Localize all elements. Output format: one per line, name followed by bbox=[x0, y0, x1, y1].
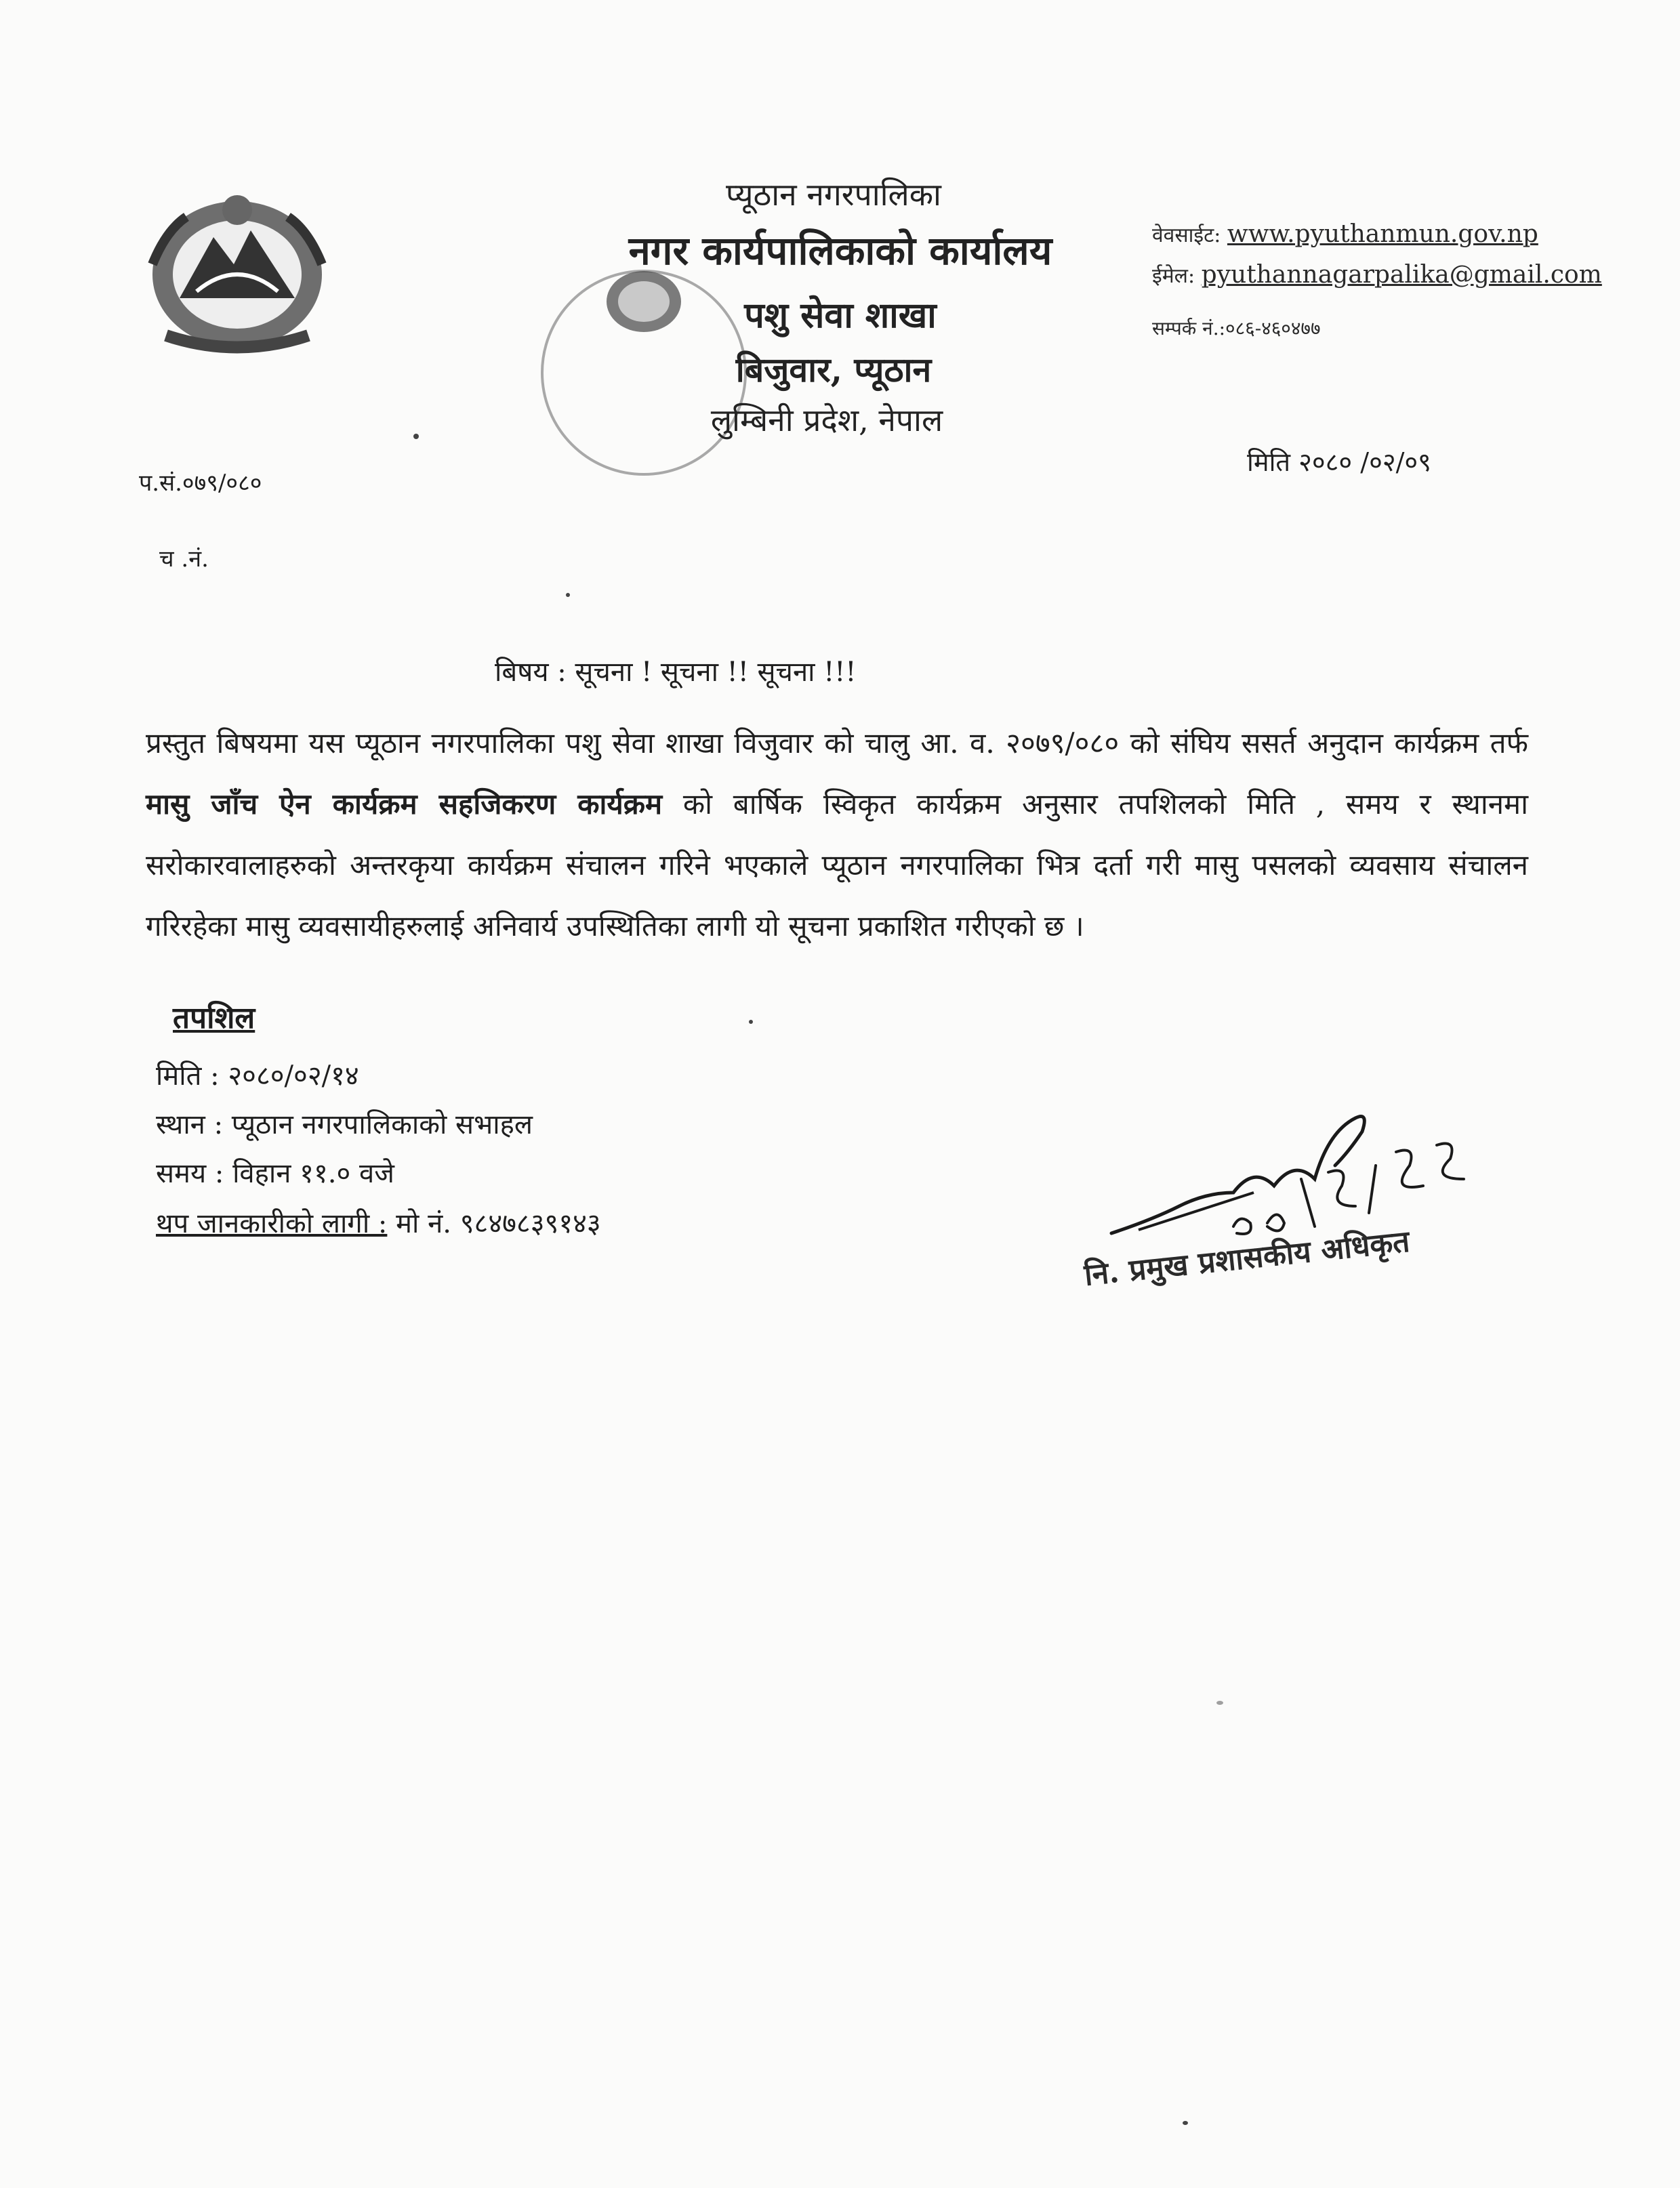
contact-email bbox=[1152, 261, 1602, 289]
phone-value: ०८६-४६०४७७ bbox=[1225, 317, 1321, 339]
body-paragraph bbox=[146, 713, 1528, 957]
header-province: लुम्बिनी प्रदेश, नेपाल bbox=[710, 402, 943, 438]
dispatch-number: च .नं. bbox=[159, 545, 209, 573]
details-date: मिति : २०८०/०२/१४ bbox=[156, 1060, 359, 1092]
header-office-name: नगर कार्यपालिकाको कार्यालय bbox=[628, 228, 1052, 274]
details-contact-label: थप जानकारीको लागी : bbox=[156, 1208, 388, 1239]
header-location: बिजुवार, प्यूठान bbox=[735, 350, 932, 390]
phone-label: सम्पर्क नं.: bbox=[1152, 317, 1226, 339]
header-section-name: पशु सेवा शाखा bbox=[744, 295, 937, 336]
details-contact-value: मो नं. ९८४७८३९१४३ bbox=[396, 1208, 601, 1239]
email-link[interactable]: pyuthannagarpalika@gmail.com bbox=[1201, 261, 1602, 289]
scan-speck bbox=[1216, 1701, 1223, 1705]
signatory-designation: नि. प्रमुख प्रशासकीय अधिकृत bbox=[1082, 1224, 1412, 1293]
government-emblem-icon bbox=[132, 190, 342, 359]
reference-number: प.सं.०७९/०८० bbox=[139, 470, 262, 497]
scan-speck bbox=[749, 1020, 753, 1024]
scan-speck bbox=[413, 434, 419, 439]
details-time: समय : विहान ११.० वजे bbox=[156, 1158, 394, 1189]
website-label: वेवसाईट: bbox=[1152, 224, 1221, 247]
body-program-name: मासु जाँच ऐन कार्यक्रम सहजिकरण कार्यक्रम bbox=[146, 787, 663, 821]
contact-phone bbox=[1152, 315, 1321, 341]
subject-line: बिषय : सूचना ! सूचना !! सूचना !!! bbox=[495, 657, 857, 688]
scan-speck bbox=[566, 593, 570, 597]
website-link[interactable]: www.pyuthanmun.gov.np bbox=[1227, 220, 1538, 248]
details-title: तपशिल bbox=[173, 1001, 255, 1035]
details-venue: स्थान : प्यूठान नगरपालिकाको सभाहल bbox=[156, 1109, 533, 1140]
email-label: ईमेल: bbox=[1152, 264, 1195, 288]
contact-website bbox=[1152, 220, 1538, 248]
scan-speck bbox=[1183, 2121, 1188, 2125]
details-contact bbox=[156, 1203, 601, 1241]
letter-date: मिति २०८० /०२/०९ bbox=[1247, 447, 1431, 477]
handwritten-signature-icon bbox=[1098, 1091, 1477, 1247]
body-text-part1: प्रस्तुत बिषयमा यस प्यूठान नगरपालिका पशु सेवा शाखा विजुवार को चालु आ. व. २०७९/०८० को संघिय ससर्त अनुदान कार्यक्रम तर्फ bbox=[146, 726, 1528, 760]
body-text-part2: को बार्षिक स्विकृत कार्यक्रम अनुसार तपशिलको मिति , समय र स्थानमा सरोकारवालाहरुको अन्तरकृया कार्यक्रम संचालन गरिने भएकाले प्यूठान नगरपालिका भित्र दर्ता गरी मासु पसलको व्यवसाय संचालन गरिरहेका मासु व्यवसायीहरुलाई अनिवार्य उपस्थितिका लागी यो सूचना प्रकाशित गरीएको छ । bbox=[146, 787, 1529, 943]
header-municipality-name: प्यूठान नगरपालिका bbox=[726, 176, 941, 213]
